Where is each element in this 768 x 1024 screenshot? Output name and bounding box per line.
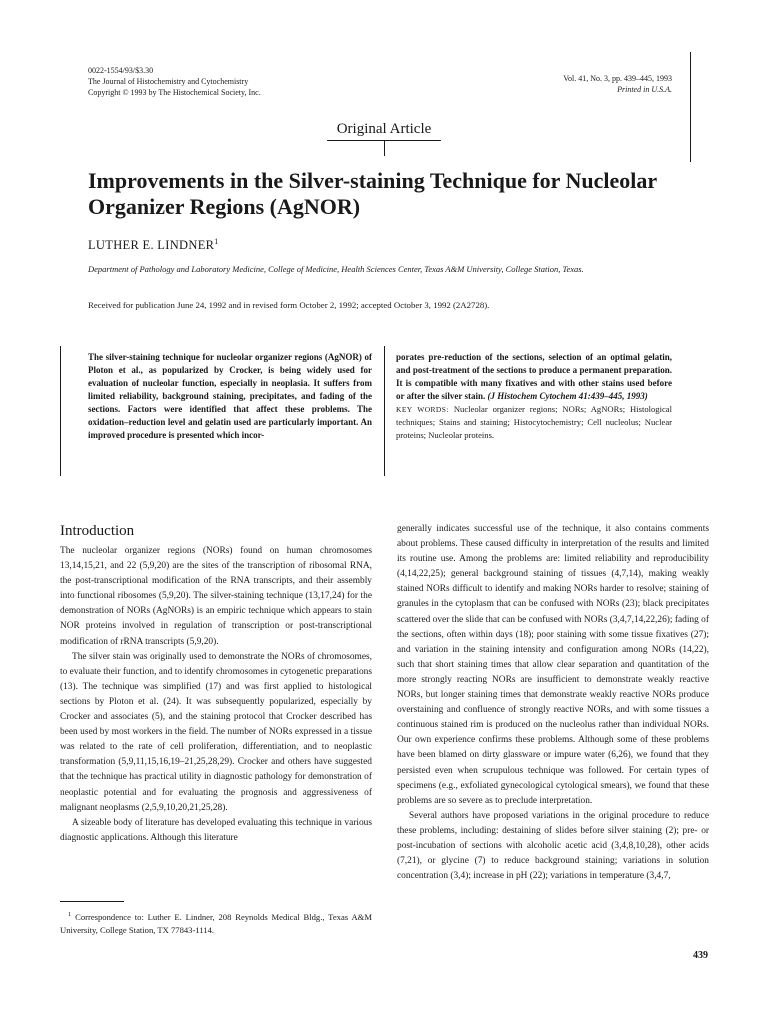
paragraph: The silver stain was originally used to demonstrate the NORs of chromosomes, to evaluate their function, and to identify chromosomes in cytogenetic preparations (13). The technique was simplified (17) and was first applied to histological sections by Ploton et al. (24). It was subsequently popularized, especially by Crocker and associates (5), and the staining protocol that Crocker described has been used by most workers in the field. The number of NORs expressed in a tissue was related to the rate of cell proliferation, differentiation, and to neoplastic transformation (5,9,11,15,16,19–21,25,28,29). Crocker and others have suggested that the technique has practical utility in diagnostic pathology for demonstration of neoplastic potential and for evaluating the prognosis and aggressiveness of malignant neoplasms (2,5,9,10,20,21,25,28). — [60, 651, 372, 813]
abstract-continuation: porates pre-reduction of the sections, selection of an optimal gelatin, and post-treatment of the sections to produce a permanent preparation. It is compatible with many fixatives and with other stains used before or after the silver stain. — [396, 352, 672, 401]
copyright: Copyright © 1993 by The Histochemical Society, Inc. — [88, 88, 261, 97]
introduction-heading: Introduction — [60, 523, 135, 539]
abstract-citation: (J Histochem Cytochem 41:439–445, 1993) — [487, 391, 648, 401]
abstract-left-column: The silver-staining technique for nucleolar organizer regions (AgNOR) of Ploton et al., as popularized by Crocker, is being widely used for evaluation of nucleolar function, especially in neoplasia. It suffers from limited reliability, background staining, precipitates, and fading of the sections. Factors were identified that affect these problems. The oxidation–reduction level and gelatin used are particularly important. An improved procedure is presented which incor- — [88, 352, 372, 440]
received-dates: Received for publication June 24, 1992 and in revised form October 2, 1992; accepted October 3, 1992 (2A2728). — [88, 300, 490, 310]
article-type-label: Original Article — [0, 121, 768, 141]
printed-in: Printed in U.S.A. — [617, 85, 672, 94]
author-line — [88, 237, 219, 253]
footnote — [60, 908, 372, 937]
keywords-label: KEY WORDS: — [396, 405, 449, 414]
affiliation: Department of Pathology and Laboratory Medicine, College of Medicine, Health Sciences Center, Texas A&M University, College Station, Texas. — [88, 264, 584, 274]
volume-info: Vol. 41, No. 3, pp. 439–445, 1993 — [563, 74, 672, 83]
body-left-column — [60, 544, 372, 846]
abstract-left-rule — [60, 346, 61, 476]
right-margin-rule — [690, 52, 691, 162]
header-divider-rule — [384, 140, 385, 156]
abstract-right-column — [396, 351, 672, 442]
paragraph: The nucleolar organizer regions (NORs) found on human chromosomes 13,14,15,21, and 22 (5,9,20) are the sites of the transcription of ribosomal RNA, the post-transcriptional modification of the RNA transcripts, and their assembly into functional ribosomes (5,9,20). The silver-staining technique (13,17,24) for the demonstration of NORs (AgNORs) is an empiric technique which appears to stain NOR proteins involved in regulation of transcription or post-transcriptional modification of rRNA transcripts (5,9,20). — [60, 546, 372, 647]
paragraph: generally indicates successful use of the technique, it also contains comments about problems. These caused difficulty in interpretation of the results and limited its routine use. Among the problems are: limited reliability and reproducibility (4,14,22,25); general background staining of tissues (4,7,14), making weakly stained NORs difficult to identify and making NORs harder to resolve; staining of granules in the cytoplasm that can be confused with NORs (23); black precipitates scattered over the slide that can be confused with NORs (3,4,7,14,22,26); fading of the sections, often within days (18); poor staining with some tissue fixatives (27); and variation in the staining intensity and configuration among NORs (14,22), such that short staining times that allow clear separation and quantitation of the more strongly reacting NORs are insufficient to demonstrate weakly reactive NORs, but longer staining times that demonstrate weakly reactive NORs produce overstaining and confluence of strongly reactive NORs, and with some tissues a continuous stained rim is produced on the nucleolus rather than individual NORs. Our own experience confirms these problems. Although some of these problems have been blamed on dirty glassware or impure water (6,26), we found that they persisted even when scrupulous technique was followed. For certain types of specimens (e.g., exfoliated gynecological cytological smears), we found that these problems are so severe as to preclude interpretation. — [397, 524, 709, 806]
footnote-text: Correspondence to: Luther E. Lindner, 208 Reynolds Medical Bldg., Texas A&M University, College Station, TX 77843-1114. — [60, 911, 372, 935]
footnote-divider — [60, 901, 124, 902]
journal-meta-right — [563, 73, 672, 95]
article-title: Improvements in the Silver-staining Technique for Nucleolar Organizer Regions (AgNOR) — [88, 168, 657, 219]
journal-code: 0022-1554/93/$3.30 — [88, 66, 154, 75]
keywords: Nucleolar organizer regions; NORs; AgNORs; Histological techniques; Stains and staining; Histocytochemistry; Cell nucleolus; Nuclear proteins; Nucleolar proteins. — [396, 404, 673, 440]
abstract-center-rule — [384, 346, 385, 476]
body-right-column — [397, 522, 709, 884]
footnote-mark: 1 — [68, 911, 72, 918]
paragraph: Several authors have proposed variations in the original procedure to reduce these problems, including: destaining of slides before silver staining (2); pre- or post-incubation of sections with alcoholic acetic acid (3,4,8,10,28), other acids (7,21), or glycine (7) to reduce background staining; variations in solution concentration (3,4); increase in pH (22); variations in temperature (3,4,7, — [397, 810, 709, 882]
author-footnote-mark: 1 — [214, 237, 219, 246]
journal-meta-left — [88, 65, 261, 98]
author-name: LUTHER E. LINDNER — [88, 238, 215, 253]
paragraph: A sizeable body of literature has developed evaluating this technique in various diagnostic applications. Although this literature — [60, 817, 372, 843]
page-number: 439 — [693, 950, 708, 961]
journal-name: The Journal of Histochemistry and Cytochemistry — [88, 77, 249, 86]
